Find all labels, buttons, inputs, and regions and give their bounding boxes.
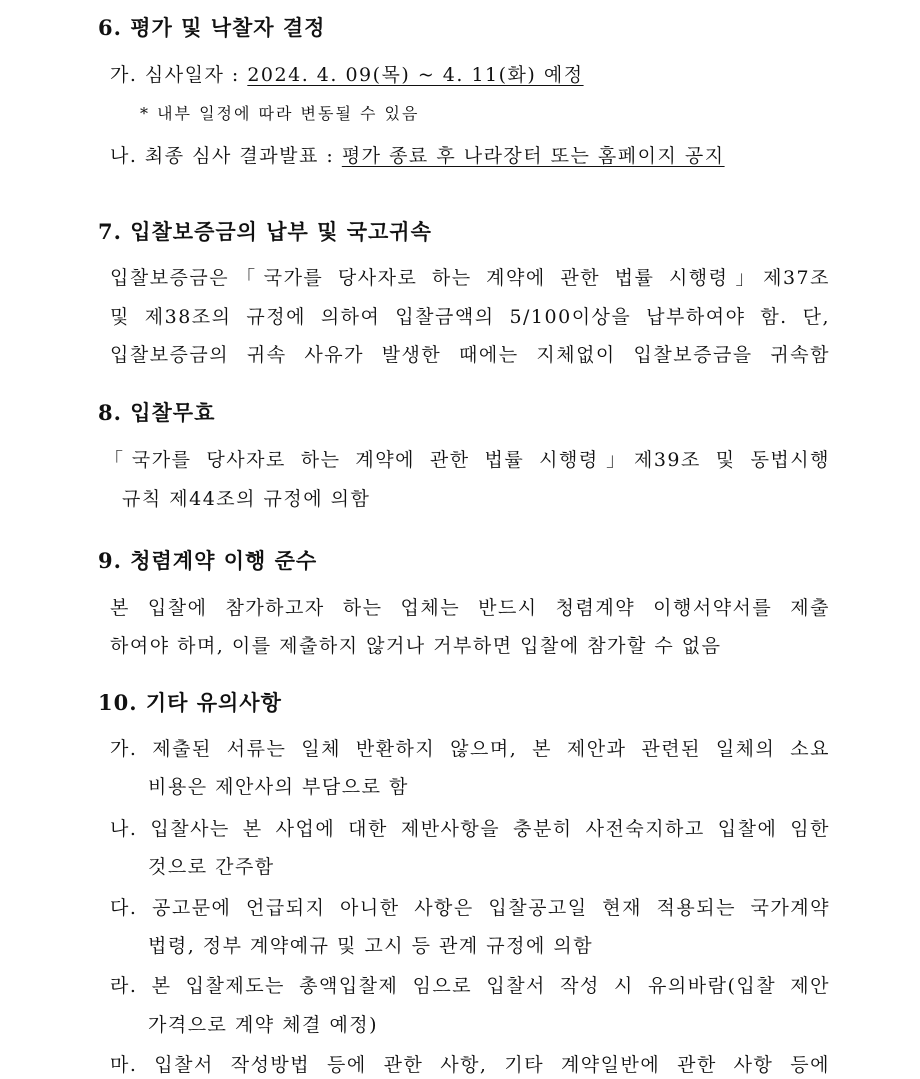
item-b-label: 나. 최종 심사 결과발표 :	[110, 145, 342, 167]
review-date-value: 2024. 4. 09(목) ~ 4. 11(화) 예정	[247, 64, 584, 86]
section-7-heading: 7. 입찰보증금의 납부 및 국고귀속	[98, 219, 432, 244]
section-9-line-2: 하여야 하며, 이를 제출하지 않거나 거부하면 입찰에 참가할 수 없음	[110, 635, 722, 657]
section-6-note: * 내부 일정에 따라 변동될 수 있음	[140, 104, 420, 123]
section-8-line-1: 「국가를 당사자로 하는 계약에 관한 법률 시행령」제39조 및 동법시행	[104, 449, 830, 471]
section-10-item-5: 마. 입찰서 작성방법 등에 관한 사항, 기타 계약일반에 관한 사항 등에	[110, 1054, 830, 1076]
section-10-item-4: 라. 본 입찰제도는 총액입찰제 임으로 입찰서 작성 시 유의바람(입찰 제안	[110, 975, 830, 997]
item-a-label: 가. 심사일자 :	[110, 64, 248, 86]
section-9-line-1: 본 입찰에 참가하고자 하는 업체는 반드시 청렴계약 이행서약서를 제출	[110, 597, 830, 619]
section-10-item-1: 가. 제출된 서류는 일체 반환하지 않으며, 본 제안과 관련된 일체의 소요	[110, 738, 830, 760]
section-6-heading: 6. 평가 및 낙찰자 결정	[98, 15, 326, 40]
section-9-heading: 9. 청렴계약 이행 준수	[98, 548, 318, 573]
section-6-item-a	[110, 60, 584, 87]
section-10-item-2: 나. 입찰사는 본 사업에 대한 제반사항을 충분히 사전숙지하고 입찰에 임한	[110, 818, 830, 840]
section-7-line-1: 입찰보증금은「국가를 당사자로 하는 계약에 관한 법률 시행령」제37조	[110, 267, 830, 289]
section-10-item-4-cont: 가격으로 계약 체결 예정)	[148, 1014, 379, 1036]
section-8-line-2: 규칙 제44조의 규정에 의함	[122, 488, 371, 510]
section-10-item-2-cont: 것으로 간주함	[148, 856, 275, 878]
section-10-item-3: 다. 공고문에 언급되지 아니한 사항은 입찰공고일 현재 적용되는 국가계약	[110, 897, 830, 919]
section-8-heading: 8. 입찰무효	[98, 400, 216, 425]
section-6-item-b	[110, 141, 725, 168]
section-7-line-2: 및 제38조의 규정에 의하여 입찰금액의 5/100이상을 납부하여야 함. 단,	[110, 306, 830, 328]
section-10-item-3-cont: 법령, 정부 계약예규 및 고시 등 관계 규정에 의함	[148, 935, 594, 957]
section-7-line-3: 입찰보증금의 귀속 사유가 발생한 때에는 지체없이 입찰보증금을 귀속함	[110, 344, 830, 366]
section-10-heading: 10. 기타 유의사항	[98, 690, 282, 715]
result-announcement-value: 평가 종료 후 나라장터 또는 홈페이지 공지	[341, 145, 725, 167]
section-10-item-1-cont: 비용은 제안사의 부담으로 함	[148, 776, 409, 798]
